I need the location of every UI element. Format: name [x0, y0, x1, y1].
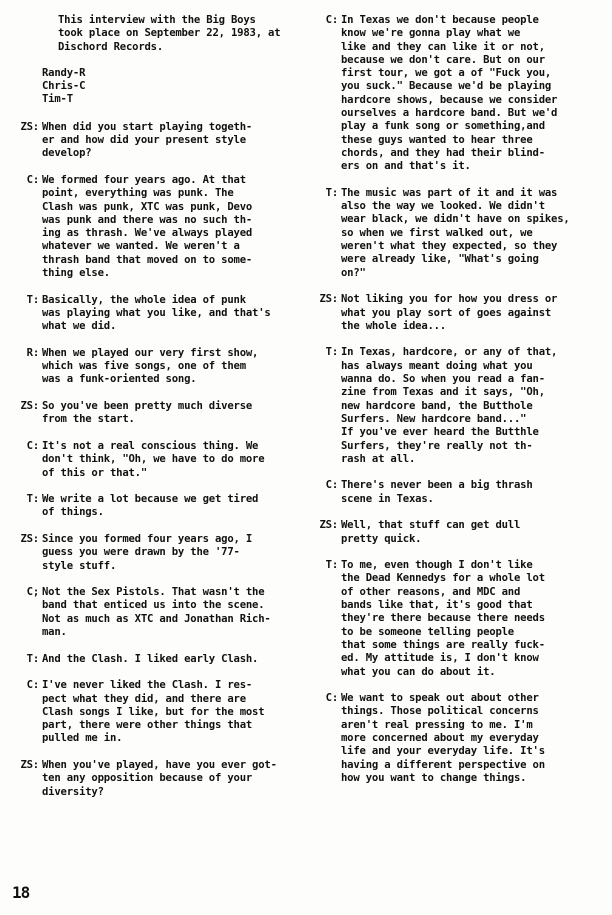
entry-text: Not the Sex Pistols. That wasn't the band that enticed us into the scene. Not as much as XTC and Jonathan Rich- man.: [42, 586, 271, 639]
entry-text: When we played our very first show, which was five songs, one of them was a funk-oriented song.: [42, 346, 259, 386]
interview-entry: [12, 121, 312, 161]
interview-entry: [12, 440, 312, 480]
interview-entry: [12, 294, 312, 334]
interview-entry: [318, 559, 608, 679]
entry-text: There's never been a big thrash scene in Texas.: [341, 479, 533, 505]
interview-entry: [318, 692, 608, 785]
interview-entry: [12, 533, 312, 573]
speaker-label: ZS:: [20, 532, 39, 545]
entry-text: To me, even though I don't like the Dead Kennedys for a whole lot of other reasons, and MDC and bands like that, it's good that they're there because there needs to be someone telling people that some things are really fuck- ed. My attitude is, I don't know what you can do about it.: [341, 559, 545, 678]
entry-text: The music was part of it and it was also the way we looked. We didn't wear black, we didn't have on spikes, so when we first walked out, we weren't what they expected, so they were already like, "What's going on?": [341, 186, 570, 279]
entry-text: Since you formed four years ago, I guess you were drawn by the '77- style stuff.: [42, 532, 253, 572]
speaker-label: T:: [325, 186, 338, 199]
band-member-roster: Randy-R Chris-C Tim-T: [42, 66, 86, 106]
entry-text: And the Clash. I liked early Clash.: [42, 652, 259, 665]
speaker-label: T:: [26, 293, 39, 306]
speaker-label: C:: [325, 14, 338, 26]
entry-text: Not liking you for how you dress or what you play sort of goes against the whole idea...: [341, 293, 558, 332]
entry-text: In Texas, hardcore, or any of that, has always meant doing what you wanna do. So when you read a fan- zine from Texas and it says, "Oh, new hardcore band, the Butthole Surfers. New hardcore band..." If you've ever heard the Butthle Surfers, they're really not th- rash at all.: [341, 346, 558, 465]
interview-entry: [318, 346, 608, 466]
left-column: [12, 14, 312, 812]
speaker-label: ZS:: [20, 400, 39, 413]
entry-text: We formed four years ago. At that point, everything was punk. The Clash was punk, XTC was punk, Devo was punk and there was no such th- ing as thrash. We've always played whatever we wanted. We weren't a thrash band that moved on to some- thing else.: [42, 173, 253, 280]
interview-entry: [318, 187, 608, 280]
speaker-label: T:: [325, 559, 338, 572]
speaker-label: C:: [325, 479, 338, 492]
speaker-label: C;: [26, 586, 39, 599]
speaker-label: ZS:: [20, 759, 39, 772]
left-entries: [12, 121, 312, 799]
speaker-label: C:: [26, 439, 39, 452]
entry-text: In Texas we don't because people know we're gonna play what we like and they can like it or not, because we don't care. But on our first tour, we got a of "Fuck you, you suck." Because we'd be playing hardcore shows, because we consider ourselves a hardcore band. But we'd play a funk song or something,and these guys wanted to hear three chords, and they had their blind- ers on and that's it.: [341, 14, 558, 173]
speaker-label: ZS:: [319, 519, 338, 532]
speaker-label: ZS:: [20, 120, 39, 133]
page-number: 18: [12, 883, 30, 902]
speaker-label: ZS:: [319, 293, 338, 306]
interview-entry: [12, 679, 312, 745]
entry-text: Well, that stuff can get dull pretty quick.: [341, 519, 521, 545]
interview-entry: [12, 586, 312, 639]
entry-text: So you've been pretty much diverse from the start.: [42, 400, 253, 426]
intro-text: This interview with the Big Boys took place on September 22, 1983, at Dischord Records.: [58, 14, 281, 53]
interview-intro: [12, 14, 312, 107]
speaker-label: C:: [325, 692, 338, 705]
interview-entry: [318, 14, 608, 174]
right-column: [318, 14, 608, 799]
speaker-label: C:: [26, 679, 39, 692]
speaker-label: T:: [26, 493, 39, 506]
entry-text: We write a lot because we get tired of things.: [42, 493, 259, 519]
entry-text: When you've played, have you ever got- ten any opposition because of your diversity?: [42, 759, 277, 798]
entry-text: Basically, the whole idea of punk was playing what you like, and that's what we did.: [42, 293, 271, 333]
interview-entry: [12, 493, 312, 520]
right-entries: [318, 14, 608, 785]
speaker-label: R:: [26, 346, 39, 359]
interview-entry: [12, 400, 312, 427]
interview-entry: [318, 479, 608, 506]
interview-entry: [318, 519, 608, 546]
interview-entry: [12, 653, 312, 666]
interview-entry: [12, 759, 312, 799]
interview-entry: [12, 347, 312, 387]
entry-text: It's not a real conscious thing. We don't think, "Oh, we have to do more of this or that.": [42, 439, 265, 479]
entry-text: We want to speak out about other things. Those political concerns aren't real pressing to me. I'm more concerned about my everyday life and your everyday life. It's having a different perspective on how you want to change things.: [341, 692, 545, 784]
speaker-label: T:: [325, 346, 338, 359]
interview-entry: [12, 174, 312, 280]
interview-entry: [318, 293, 608, 333]
speaker-label: C:: [26, 173, 39, 186]
speaker-label: T:: [26, 652, 39, 665]
entry-text: I've never liked the Clash. I res- pect what they did, and there are Clash songs I like, but for the most part, there were other things that pulled me in.: [42, 679, 265, 745]
entry-text: When did you start playing togeth- er and how did your present style develop?: [42, 120, 253, 160]
